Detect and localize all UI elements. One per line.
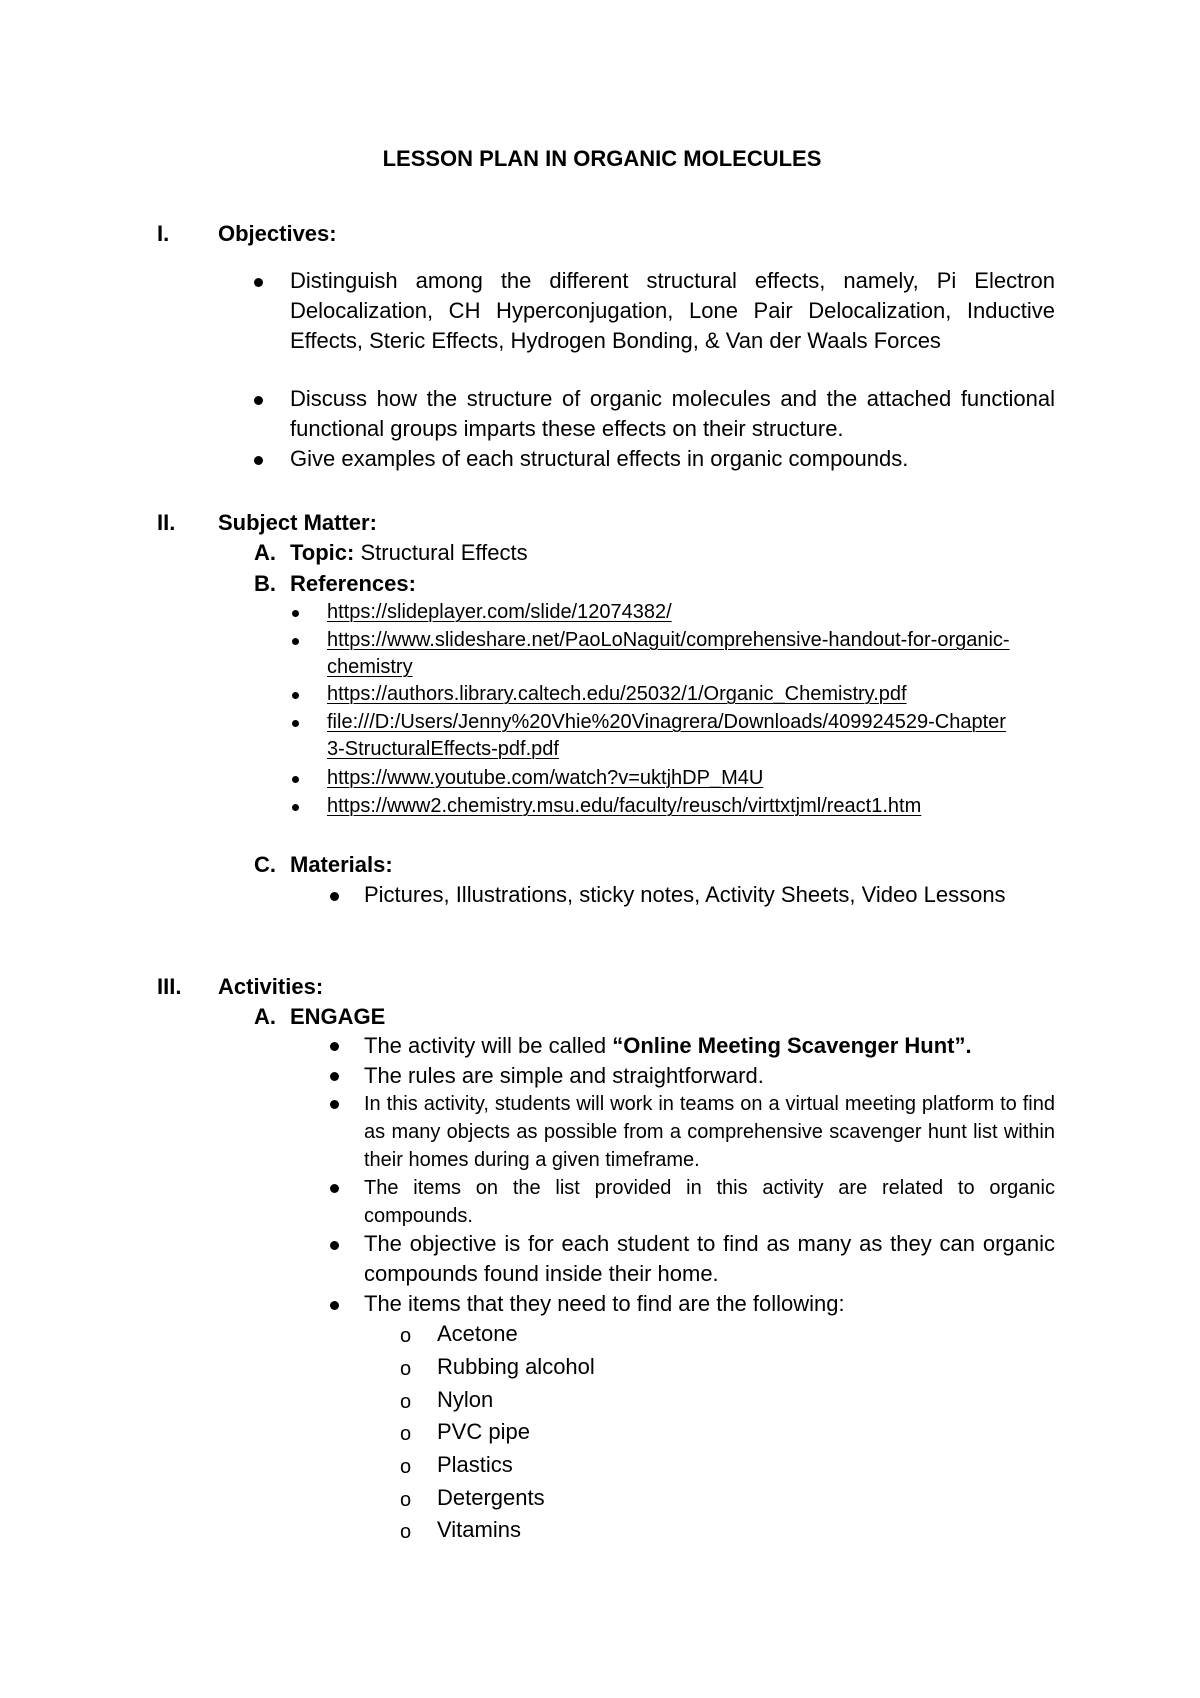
bullet-icon [330,892,339,901]
reference-link[interactable]: https://authors.library.caltech.edu/25032/1/Organic_Chemistry.pdf [327,683,907,705]
engage-item: In this activity, students will work in teams on a virtual meeting platform to find as many objects as possible from a comprehensive scavenger hunt list within their homes during a given timeframe. [364,1093,1055,1171]
topic-letter: A. [254,540,276,565]
engage-item: The objective is for each student to find as many as they can organic compounds found inside their home. [364,1231,1055,1286]
reference-link[interactable]: https://www2.chemistry.msu.edu/faculty/reusch/virttxtjml/react1.htm [327,795,922,817]
materials-letter: C. [254,852,276,877]
bullet-icon [292,776,299,783]
engage-label: ENGAGE [290,1004,386,1029]
bullet-icon [254,278,263,287]
section-heading-activities: Activities: [218,974,324,999]
section-numeral-objectives: I. [157,221,170,246]
engage-intro [364,1032,972,1060]
topic-line [290,540,528,566]
reference-link[interactable]: file:///D:/Users/Jenny%20Vhie%20Vinagrera/Downloads/409924529-Chapter3-StructuralEffects-pdf.pdf [327,711,1006,760]
bullet-icon [330,1100,339,1109]
bullet-icon [254,396,263,405]
find-list-item: Nylon [437,1387,494,1412]
sub-bullet-marker: o [400,1391,412,1413]
section-heading-subject-matter: Subject Matter: [218,510,377,535]
sub-bullet-marker: o [400,1456,412,1478]
bullet-icon [330,1184,339,1193]
sub-bullet-marker: o [400,1358,412,1380]
reference-link[interactable]: https://www.slideshare.net/PaoLoNaguit/comprehensive-handout-for-organic-chemistry [327,629,1010,678]
sub-bullet-marker: o [400,1325,412,1347]
section-heading-objectives: Objectives: [218,221,337,246]
section-numeral-subject-matter: II. [157,510,176,535]
topic-value: Structural Effects [360,540,528,565]
engage-letter: A. [254,1004,276,1029]
engage-intro-text: The activity will be called [364,1033,613,1058]
objective-item: Distinguish among the different structural effects, namely, Pi Electron Delocalization, CH Hyperconjugation, Lone Pair Delocalization, Inductive Effects, Steric Effects, Hydrogen Bonding, & Van der Waals Forces [290,268,1055,353]
bullet-icon [292,692,299,699]
bullet-icon [330,1072,339,1081]
reference-link[interactable]: https://www.youtube.com/watch?v=uktjhDP_M4U [327,767,764,789]
references-label: References: [290,571,416,596]
activity-name: “Online Meeting Scavenger Hunt”. [612,1033,972,1058]
engage-item: The items that they need to find are the following: [364,1291,845,1316]
objective-item: Discuss how the structure of organic molecules and the attached functional functional groups imparts these effects on their structure. [290,386,1055,441]
sub-bullet-marker: o [400,1521,412,1543]
objective-item: Give examples of each structural effects in organic compounds. [290,446,909,471]
find-list-item: PVC pipe [437,1419,530,1444]
sub-bullet-marker: o [400,1423,412,1445]
bullet-icon [330,1042,339,1051]
page-title: LESSON PLAN IN ORGANIC MOLECULES [382,146,822,171]
find-list-item: Plastics [437,1452,513,1477]
topic-label: Topic: [290,540,355,565]
sub-bullet-marker: o [400,1489,412,1511]
reference-link[interactable]: https://slideplayer.com/slide/12074382/ [327,601,672,623]
bullet-icon [292,610,299,617]
bullet-icon [292,638,299,645]
find-list-item: Detergents [437,1485,545,1510]
bullet-icon [292,720,299,727]
find-list-item: Acetone [437,1321,518,1346]
find-list-item: Vitamins [437,1517,521,1542]
bullet-icon [292,804,299,811]
section-numeral-activities: III. [157,974,182,999]
bullet-icon [254,456,263,465]
materials-label: Materials: [290,852,393,877]
bullet-icon [330,1301,339,1310]
engage-item: The rules are simple and straightforward. [364,1063,764,1088]
find-list-item: Rubbing alcohol [437,1354,595,1379]
materials-item: Pictures, Illustrations, sticky notes, Activity Sheets, Video Lessons [364,882,1006,907]
bullet-icon [330,1241,339,1250]
engage-item: The items on the list provided in this activity are related to organic compounds. [364,1177,1055,1227]
references-letter: B. [254,571,276,596]
